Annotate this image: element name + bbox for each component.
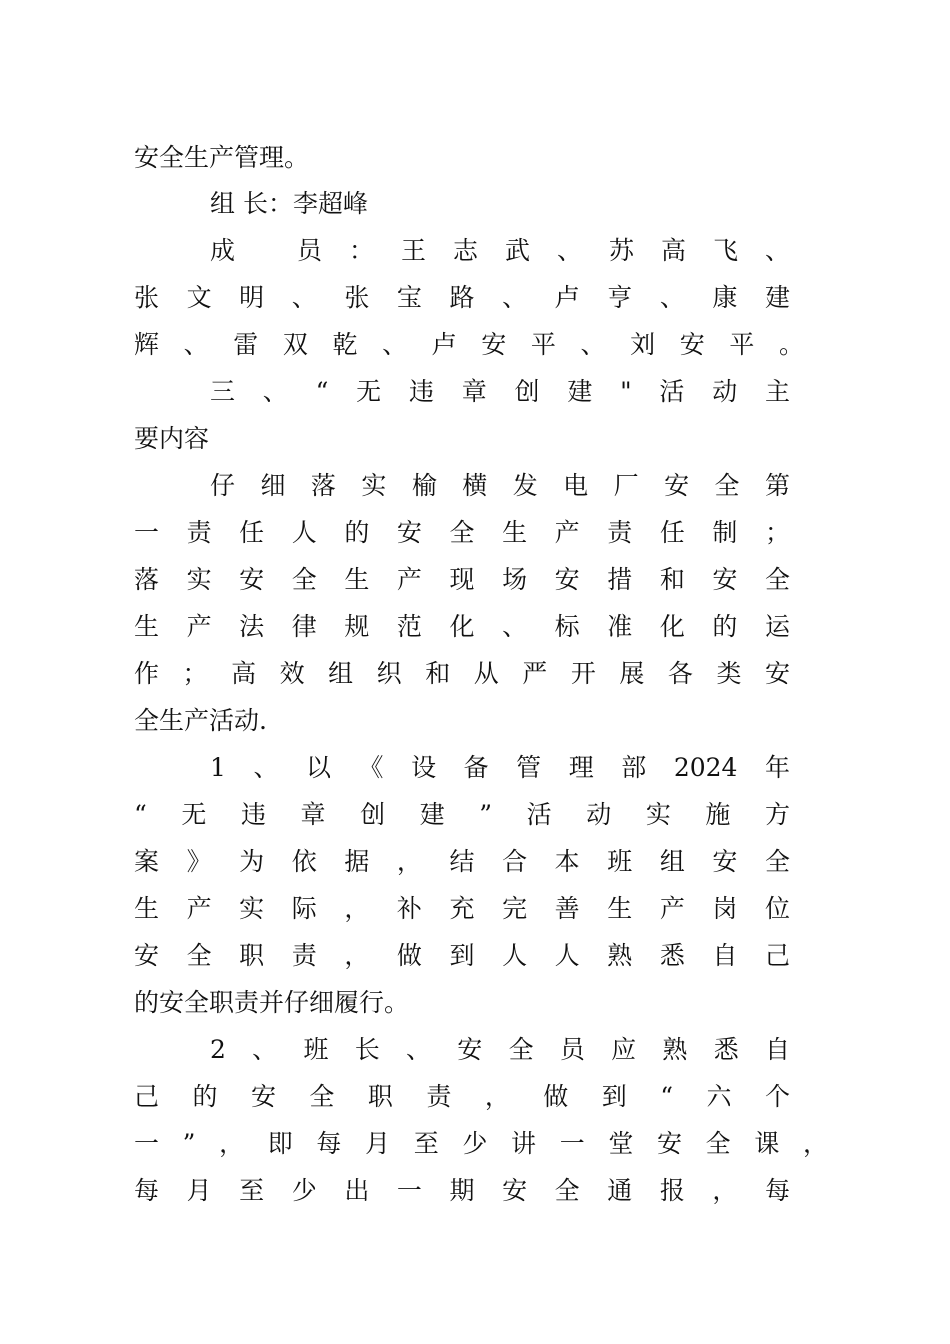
- text-line-13: 全生产活动.: [134, 706, 267, 735]
- text-line-22: 一”，即每月至少讲一堂安全课，: [134, 1129, 828, 1158]
- text-line-19: 的安全职责并仔细履行。: [134, 988, 410, 1017]
- group-leader-line: 组 长：李超峰: [210, 189, 368, 218]
- members-line: 成 员：王志武、苏高飞、: [210, 236, 790, 265]
- section-heading-3: 三、“无违章创建"活动主: [210, 377, 790, 406]
- item-2-line: 2、班长、安全员应熟悉自: [210, 1035, 790, 1064]
- text-line-11: 生产法律规范化、标准化的运: [134, 612, 790, 641]
- text-line-17: 生产实际，补充完善生产岗位: [134, 894, 790, 923]
- text-line-5: 辉、雷双乾、卢安平、刘安平。: [134, 330, 804, 359]
- text-line-9: 一责任人的安全生产责任制；: [134, 518, 790, 547]
- text-line-16: 案》为依据，结合本班组安全: [134, 847, 790, 876]
- text-line-1: 安全生产管理。: [134, 143, 310, 172]
- text-line-23: 每月至少出一期安全通报，每: [134, 1176, 790, 1205]
- text-line-8: 仔细落实榆横发电厂安全第: [210, 471, 790, 500]
- text-line-4: 张文明、张宝路、卢亨、康建: [134, 283, 790, 312]
- text-line-15: “无违章创建”活动实施方: [134, 800, 790, 829]
- text-line-18: 安全职责，做到人人熟悉自己: [134, 941, 790, 970]
- section-heading-3-cont: 要内容: [134, 424, 210, 453]
- text-line-21: 己的安全职责，做到“六个: [134, 1082, 790, 1111]
- item-1-line: 1、以《设备管理部2024年: [210, 753, 790, 782]
- text-line-10: 落实安全生产现场安措和安全: [134, 565, 790, 594]
- text-line-12: 作；高效组织和从严开展各类安: [134, 659, 790, 688]
